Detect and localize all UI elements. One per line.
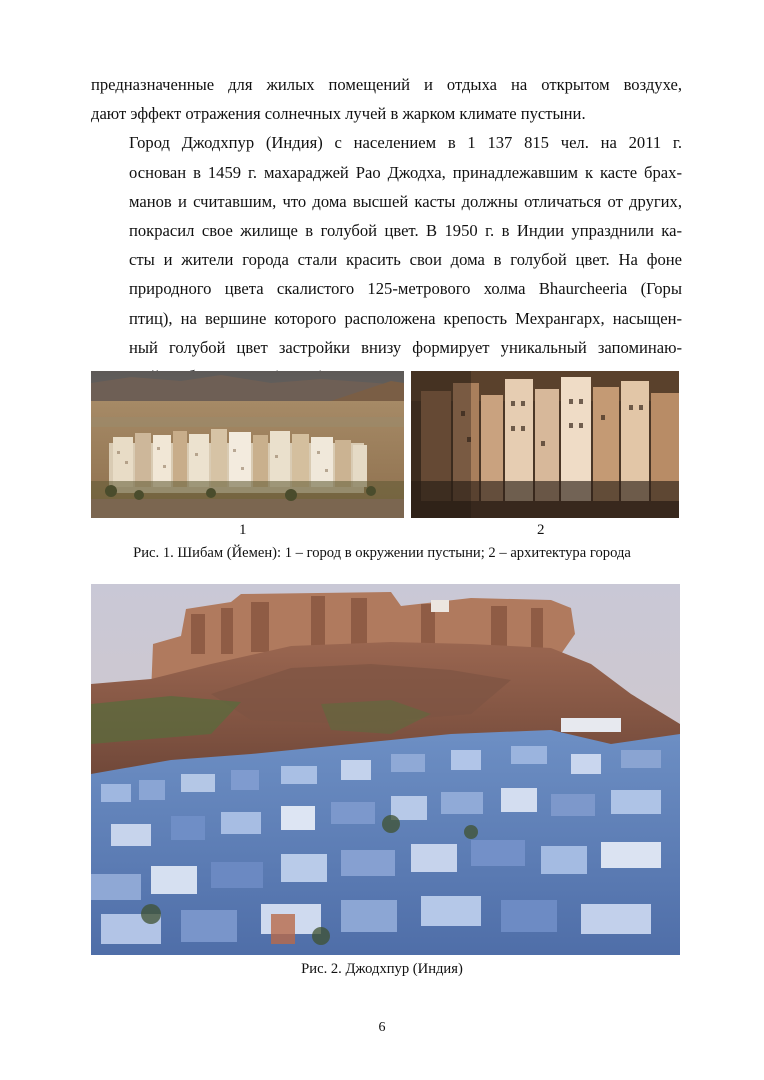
figure-2-caption: Рис. 2. Джодхпур (Индия) bbox=[301, 961, 463, 977]
text-line: Город Джодхпур (Индия) с населением в 1 137 815 чел. на 2011 г. bbox=[129, 133, 682, 153]
shibam-desert-photo bbox=[91, 371, 404, 518]
figure-1-sublabel-2: 2 bbox=[537, 522, 545, 538]
body-text bbox=[91, 70, 682, 391]
text-line: основан в 1459 г. махараджей Рао Джодха, принадлежавшим к касте брах- bbox=[129, 162, 682, 182]
text-line: птиц), на вершине которого расположена крепость Мехрангарх, насыщен- bbox=[129, 308, 682, 328]
text-line: дают эффект отражения солнечных лучей в жарком климате пустыни. bbox=[91, 104, 586, 124]
jodhpur-photo bbox=[91, 584, 680, 955]
figure-1-caption: Рис. 1. Шибам (Йемен): 1 – город в окружении пустыни; 2 – архитектура города bbox=[133, 545, 631, 561]
text-line: природного цвета скалистого 125-метрового холма Bhaurcheeria (Горы bbox=[129, 279, 682, 299]
text-line: покрасил свое жилище в голубой цвет. В 1950 г. в Индии упразднили ка- bbox=[129, 221, 682, 241]
shibam-architecture-photo bbox=[411, 371, 679, 518]
page-number: 6 bbox=[378, 1020, 386, 1035]
paragraph-2 bbox=[91, 128, 682, 391]
text-line: манов и считавшим, что дома высшей касты должны отличаться от других, bbox=[129, 191, 682, 211]
text-line: предназначенные для жилых помещений и отдыха на открытом воздухе, bbox=[91, 75, 682, 94]
text-line: ный голубой цвет застройки внизу формирует уникальный запоминаю- bbox=[129, 337, 682, 357]
figure-1-sublabel-1: 1 bbox=[239, 522, 247, 538]
paragraph-1 bbox=[91, 70, 682, 128]
text-line: сты и жители города стали красить свои дома в голубой цвет. На фоне bbox=[129, 250, 682, 270]
